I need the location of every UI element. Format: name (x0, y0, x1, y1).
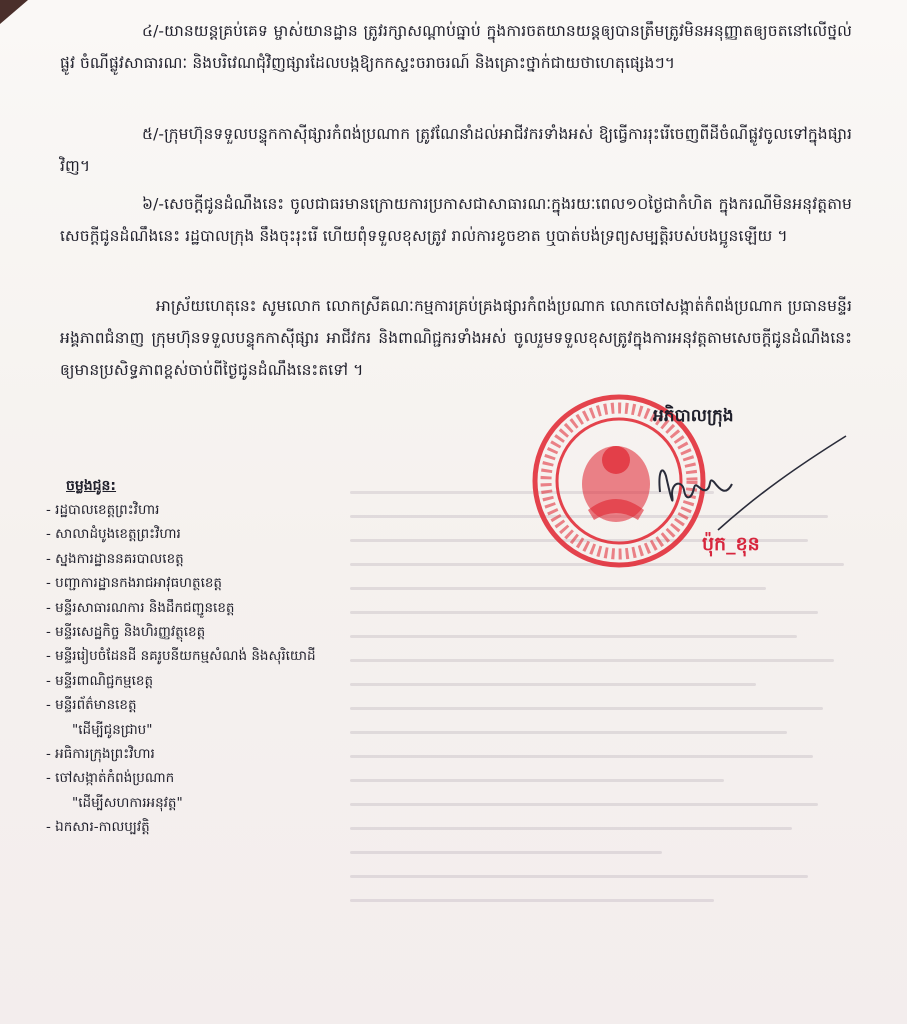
cc-item: - រដ្ឋបាលខេត្តព្រះវិហារ (46, 502, 160, 518)
cc-heading: ចម្លងជូន: (66, 478, 117, 494)
cc-item: - សាលាដំបូងខេត្តព្រះវិហារ (46, 526, 181, 543)
cc-item: - មន្ទីររៀបចំដែនដី នគរូបនីយកម្មសំណង់ និងសុរិយោដី (46, 648, 316, 665)
handwritten-signature (648, 432, 848, 532)
cc-purpose-note: "ដើម្បីសហការអនុវត្ត" (72, 794, 183, 811)
cc-item: - ឯកសារ-កាលប្បវត្តិ (46, 819, 150, 836)
cc-item: - មន្ទីរពាណិជ្ជកម្មខេត្ត (46, 672, 154, 689)
signatory-title: អភិបាលក្រុង (653, 406, 734, 426)
scan-corner-shadow (0, 0, 28, 24)
cc-recipient-list (46, 498, 316, 840)
cc-item: - មន្ទីរព័ត៌មានខេត្ត (46, 697, 137, 714)
cc-item: - មន្ទីរសាធារណការ និងដឹកជញ្ជូនខេត្ត (46, 599, 235, 616)
cc-purpose-note: "ដើម្បីជូនជ្រាប" (72, 721, 153, 738)
paragraph-4: ៤/-យានយន្តគ្រប់គេទ ម្ចាស់យានដ្ឋាន ត្រូវរក្សាសណ្តាប់ធ្នាប់ ក្នុងការចតយានយន្តឲ្យបានត្រឹមត្រូវមិនអនុញ្ញាតឲ្យចតនៅលើថ្នល់ផ្លូវ ចំណីផ្លូវសាធារណៈ និងបរិវេណជុំវិញផ្សារដែលបង្កឱ្យកកស្ទះចរាចរណ៍ និងគ្រោះថ្នាក់ជាយថាហេតុផ្សេងៗ។ (60, 22, 852, 72)
cc-item: - ស្នងការដ្ឋាននគរបាលខេត្ត (46, 550, 184, 567)
cc-item: - មន្ទីរសេដ្ឋកិច្ច និងហិរញ្ញវត្ថុខេត្ត (46, 624, 206, 641)
signatory-name: ប៉ុក_ខុន (702, 533, 760, 555)
paragraph-6: ៦/-សេចក្តីជូនដំណឹងនេះ ចូលជាធរមានក្រោយការប្រកាសជាសាធារណៈក្នុងរយៈពេល១០ថ្ងៃជាកំហិត ក្នុងករណីមិនអនុវត្តតាមសេចក្តីជូនដំណឹងនេះ រដ្ឋបាលក្រុង នឹងចុះរុះរើ ហើយពុំទទួលខុសត្រូវ រាល់ការខូចខាត ឬបាត់បង់ទ្រព្យសម្បត្តិរបស់បងប្អូនឡើយ ។ (60, 195, 852, 245)
cc-item: - បញ្ជាការដ្ឋានកងរាជអាវុធហត្ថខេត្ត (46, 575, 223, 592)
cc-item: - ចៅសង្កាត់កំពង់ប្រណាក (46, 770, 175, 787)
closing-paragraph: អាស្រ័យហេតុនេះ សូមលោក លោកស្រីគណៈកម្មការគ្រប់គ្រងផ្សារកំពង់ប្រណាក លោកចៅសង្កាត់កំពង់ប្រណាក ប្រធានមន្ទីរ អង្គភាពជំនាញ ក្រុមហ៊ុនទទួលបន្ទុកកាស៊ីផ្សារ អាជីវករ និងពាណិជ្ជករទាំងអស់ ចូលរួមទទួលខុសត្រូវក្នុងការអនុវត្តតាមសេចក្តីជូនដំណឹងនេះឲ្យមានប្រសិទ្ធភាពខ្ពស់ចាប់ពីថ្ងៃជូនដំណឹងនេះតទៅ ។ (60, 297, 852, 379)
cc-item: - អធិការក្រុងព្រះវិហារ (46, 746, 155, 763)
paragraph-5: ៥/-ក្រុមហ៊ុនទទួលបន្ទុកកាស៊ីផ្សារកំពង់ប្រណាក ត្រូវណែនាំដល់អាជីវករទាំងអស់ ឱ្យធ្វើការរុះរើចេញពីដីចំណីផ្លូវចូលទៅក្នុងផ្សារវិញ។ (60, 125, 852, 175)
